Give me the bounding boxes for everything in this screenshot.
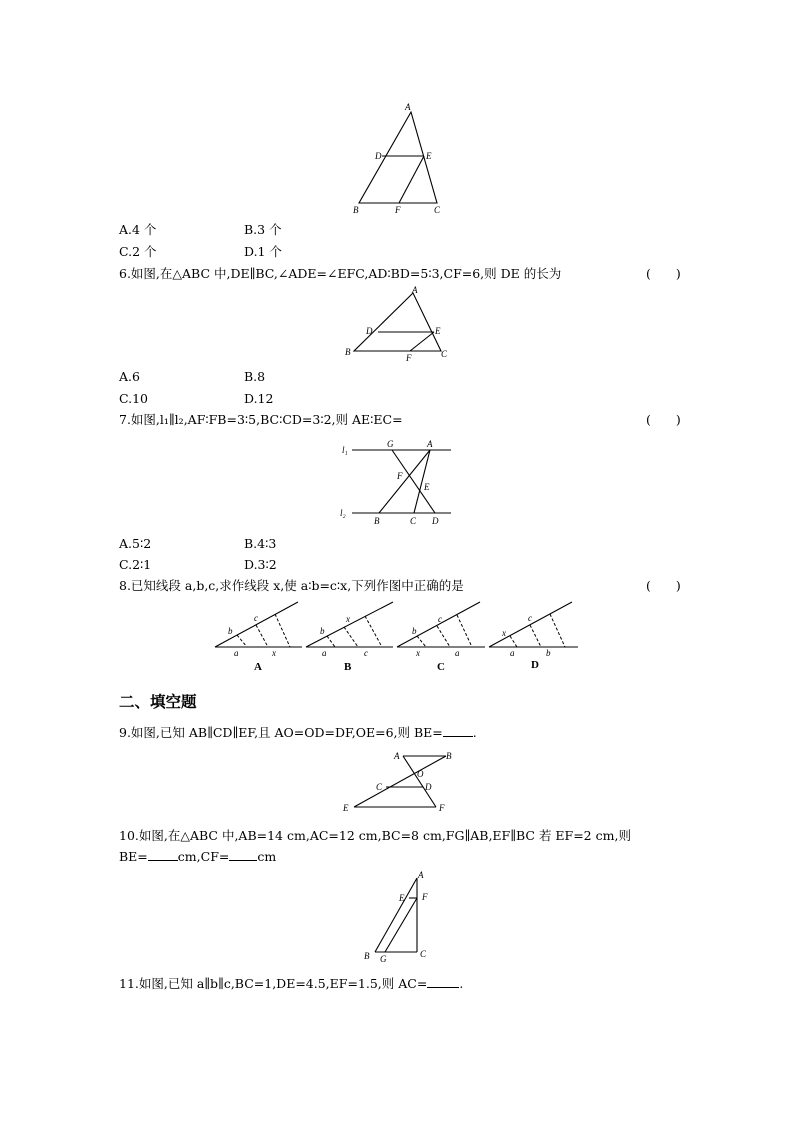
- q8-c-label: C: [437, 661, 445, 673]
- q10-cf-blank[interactable]: [229, 848, 257, 861]
- fig-q7-label-b: B: [374, 516, 380, 526]
- fig-q6-label-c: C: [441, 349, 448, 359]
- fig-q7-label-a: A: [427, 439, 433, 449]
- q5-option-d: D.1 个: [244, 244, 282, 259]
- q8-b-bot2: c: [364, 648, 368, 658]
- q7-stem: 7.如图,l₁∥l₂,AF∶FB=3∶5,BC∶CD=3∶2,则 AE∶EC=: [119, 412, 403, 427]
- figure-q7: [335, 438, 460, 528]
- q8-c-top1: b: [412, 626, 417, 636]
- q8-d-label: D: [531, 659, 539, 671]
- q8-c-bot2: a: [455, 648, 460, 658]
- q10-be-label: BE=: [119, 849, 148, 864]
- q8-a-label: A: [254, 661, 262, 673]
- q11-answer-blank[interactable]: [427, 975, 459, 988]
- fig-q7-label-d: D: [432, 516, 439, 526]
- fig-q9-label-f: F: [439, 803, 445, 813]
- figure-q10: [360, 868, 440, 968]
- q6-option-a: A.6: [119, 369, 140, 384]
- fig-q10-label-f: F: [422, 892, 428, 902]
- q10-be-blank[interactable]: [148, 848, 178, 861]
- q6-answer-paren: ( ): [646, 266, 681, 281]
- q11-end: .: [459, 976, 464, 991]
- q8-a-top1: b: [228, 626, 233, 636]
- q6-option-c: C.10: [119, 391, 148, 406]
- fig-q9-label-b: B: [446, 751, 452, 761]
- q8-d-bot2: b: [546, 648, 551, 658]
- q8-answer-paren: ( ): [646, 578, 681, 593]
- fig-q9-label-e: E: [343, 803, 349, 813]
- q5-option-c: C.2 个: [119, 244, 157, 259]
- q10-line2: [119, 848, 276, 865]
- q7-option-a: A.5∶2: [119, 536, 152, 551]
- q9-answer-blank[interactable]: [443, 724, 473, 737]
- q8-c-bot1: x: [416, 648, 420, 658]
- q8-d-top1: x: [502, 628, 506, 638]
- q6-option-d: D.12: [244, 391, 274, 406]
- fig-q5-label-f: F: [395, 205, 401, 215]
- fig-q7-label-f: F: [397, 471, 403, 481]
- q5-option-a: A.4 个: [119, 222, 157, 237]
- q8-a-bot2: x: [272, 648, 276, 658]
- q8-b-top2: x: [346, 614, 350, 624]
- fig-q5-label-a: A: [405, 102, 411, 112]
- q10-cf-label: cm,CF=: [177, 849, 230, 864]
- fig-q10-label-b: B: [364, 951, 370, 961]
- fig-q6-label-a: A: [412, 285, 418, 295]
- fig-q7-label-l2: l₂: [340, 508, 346, 518]
- q9-end: .: [472, 725, 477, 740]
- q8-construction-c: [397, 602, 485, 673]
- fig-q6-label-f: F: [406, 353, 412, 363]
- q8-b-top1: b: [320, 626, 325, 636]
- section-title-fill-blank: 二、填空题: [119, 693, 197, 711]
- q10-line1: 10.如图,在△ABC 中,AB=14 cm,AC=12 cm,BC=8 cm,FG∥AB,EF∥BC 若 EF=2 cm,则: [119, 828, 631, 843]
- q7-option-d: D.3∶2: [244, 557, 277, 572]
- fig-q7-label-l1: l₁: [342, 445, 348, 455]
- fig-q7-label-c: C: [410, 516, 417, 526]
- q8-c-top2: c: [438, 614, 442, 624]
- fig-q7-label-e: E: [424, 482, 430, 492]
- q8-a-bot1: a: [234, 648, 239, 658]
- fig-q6-label-d: D: [366, 326, 373, 336]
- fig-q10-label-g: G: [380, 954, 387, 964]
- fig-q9-label-c: C: [376, 782, 383, 792]
- q7-answer-paren: ( ): [646, 412, 681, 427]
- fig-q7-label-g: G: [387, 439, 394, 449]
- fig-q6-label-b: B: [345, 347, 351, 357]
- q8-d-top2: c: [528, 613, 532, 623]
- q8-construction-d: [489, 602, 578, 671]
- q9-text: 9.如图,已知 AB∥CD∥EF,且 AO=OD=DF,OE=6,则 BE=: [119, 725, 443, 740]
- fig-q5-label-d: D: [375, 151, 382, 161]
- q10-unit: cm: [257, 849, 277, 864]
- q8-construction-b: [306, 602, 393, 673]
- q8-stem: 8.已知线段 a,b,c,求作线段 x,使 a∶b=c∶x,下列作图中正确的是: [119, 578, 464, 593]
- figure-q9: [335, 748, 460, 818]
- q11-stem: [119, 975, 463, 992]
- q11-text: 11.如图,已知 a∥b∥c,BC=1,DE=4.5,EF=1.5,则 AC=: [119, 976, 428, 991]
- fig-q10-label-a: A: [418, 870, 424, 880]
- q7-option-c: C.2∶1: [119, 557, 152, 572]
- fig-q10-label-e: E: [399, 893, 405, 903]
- fig-q10-label-c: C: [420, 949, 427, 959]
- q5-option-b: B.3 个: [244, 222, 282, 237]
- q7-option-b: B.4∶3: [244, 536, 277, 551]
- fig-q6-label-e: E: [435, 326, 441, 336]
- fig-q9-label-o: O: [417, 769, 424, 779]
- q8-a-top2: c: [254, 613, 258, 623]
- fig-q5-label-b: B: [353, 205, 359, 215]
- figure-q5: [350, 100, 450, 220]
- fig-q5-label-c: C: [434, 205, 441, 215]
- figure-q8: [210, 598, 585, 678]
- figure-q6: [340, 285, 455, 365]
- fig-q5-label-e: E: [426, 151, 432, 161]
- q8-d-bot1: a: [510, 648, 515, 658]
- fig-q9-label-d: D: [425, 782, 432, 792]
- q6-stem: 6.如图,在△ABC 中,DE∥BC,∠ADE=∠EFC,AD∶BD=5∶3,CF=6,则 DE 的长为: [119, 266, 562, 281]
- q9-stem: [119, 724, 477, 741]
- q8-b-bot1: a: [322, 648, 327, 658]
- fig-q9-label-a: A: [394, 751, 400, 761]
- q6-option-b: B.8: [244, 369, 266, 384]
- q8-construction-a: [215, 602, 302, 673]
- q8-b-label: B: [344, 661, 352, 673]
